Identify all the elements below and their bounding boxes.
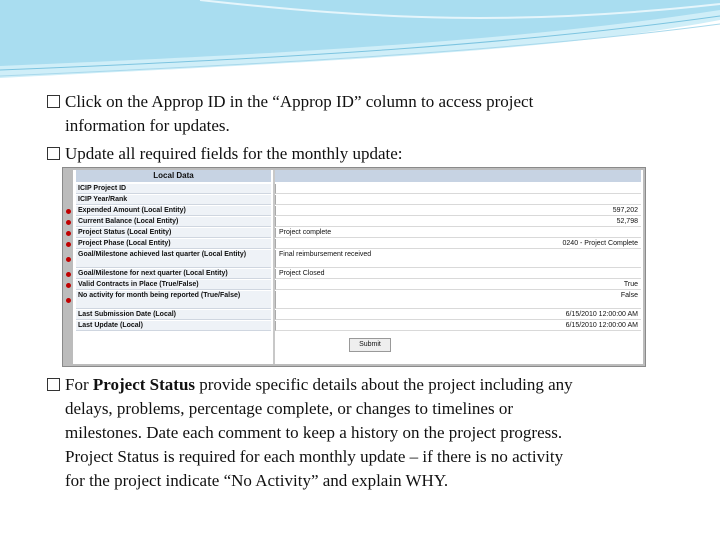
- required-dot-icon: [66, 209, 71, 214]
- form-row-label: Expended Amount (Local Entity): [76, 206, 271, 216]
- bullet-3-line-1: provide specific details about the project including any: [195, 375, 573, 394]
- form-row-label: Valid Contracts in Place (True/False): [76, 280, 271, 290]
- form-row-value[interactable]: [275, 280, 641, 290]
- bullet-box-icon: [47, 378, 60, 391]
- form-row-label: Project Phase (Local Entity): [76, 239, 271, 249]
- bullet-1-line-1: Click on the Approp ID in the “Approp ID” column to access project: [65, 92, 534, 111]
- form-row-value[interactable]: [275, 310, 641, 320]
- form-row-value-text: False: [620, 292, 638, 299]
- form-row-value-text: Project complete: [279, 229, 332, 236]
- form-row-label: No activity for month being reported (True/False): [76, 291, 271, 309]
- form-row-value-text: 6/15/2010 12:00:00 AM: [565, 311, 638, 318]
- form-row-value-text: 597,202: [612, 207, 638, 214]
- form-row-value[interactable]: [275, 195, 641, 205]
- form-row-value[interactable]: [275, 228, 641, 238]
- required-dot-icon: [66, 257, 71, 262]
- bullet-approp-id: [47, 90, 687, 138]
- required-dot-icon: [66, 298, 71, 303]
- required-dot-icon: [66, 242, 71, 247]
- form-row-value[interactable]: [275, 291, 641, 309]
- bullet-3-line-2: delays, problems, percentage complete, or changes to timelines or: [65, 399, 513, 418]
- form-row-value-text: 52,798: [616, 218, 638, 225]
- form-row-value-text: Project Closed: [279, 270, 325, 277]
- bullet-3-line-3: milestones. Date each comment to keep a history on the project progress.: [65, 423, 563, 442]
- form-row-label: Goal/Milestone achieved last quarter (Local Entity): [76, 250, 271, 268]
- form-row-value-text: Final reimbursement received: [279, 251, 372, 258]
- submit-button[interactable]: Submit: [349, 338, 391, 352]
- form-row-value[interactable]: [275, 239, 641, 249]
- bullet-3-bold: Project Status: [92, 375, 196, 394]
- form-row-value-text: 0240 - Project Complete: [562, 240, 638, 247]
- form-row-value[interactable]: [275, 250, 641, 268]
- bullet-box-icon: [47, 147, 60, 160]
- bullet-3-prefix: For: [65, 375, 93, 394]
- bullet-1-line-2: information for updates.: [65, 116, 230, 135]
- bullet-3-line-4: Project Status is required for each monthly update – if there is no activity: [65, 447, 564, 466]
- header-swoosh: [0, 0, 720, 90]
- form-row-value[interactable]: [275, 217, 641, 227]
- form-row-label: ICIP Project ID: [76, 184, 271, 194]
- required-dot-icon: [66, 283, 71, 288]
- form-row-value[interactable]: [275, 206, 641, 216]
- form-row-value[interactable]: [275, 184, 641, 194]
- form-row-value[interactable]: [275, 321, 641, 331]
- bullet-project-status: [47, 373, 687, 493]
- form-row-value-text: 6/15/2010 12:00:00 AM: [565, 322, 638, 329]
- form-header-value-column: [275, 170, 641, 182]
- form-row-value-text: True: [623, 281, 638, 288]
- bullet-3-line-5: for the project indicate “No Activity” and explain WHY.: [65, 471, 449, 490]
- bullet-update-fields: [47, 142, 687, 166]
- form-row-label: Goal/Milestone for next quarter (Local Entity): [76, 269, 271, 279]
- bullet-2-text: Update all required fields for the monthly update:: [65, 144, 403, 163]
- local-data-form-screenshot: [62, 167, 646, 367]
- form-row-label: Project Status (Local Entity): [76, 228, 271, 238]
- form-row-value[interactable]: [275, 269, 641, 279]
- form-row-label: Current Balance (Local Entity): [76, 217, 271, 227]
- form-row-label: Last Submission Date (Local): [76, 310, 271, 320]
- required-dot-icon: [66, 272, 71, 277]
- form-row-label: ICIP Year/Rank: [76, 195, 271, 205]
- form-header: Local Data: [76, 170, 271, 182]
- required-dot-icon: [66, 220, 71, 225]
- form-row-label: Last Update (Local): [76, 321, 271, 331]
- required-dot-icon: [66, 231, 71, 236]
- bullet-box-icon: [47, 95, 60, 108]
